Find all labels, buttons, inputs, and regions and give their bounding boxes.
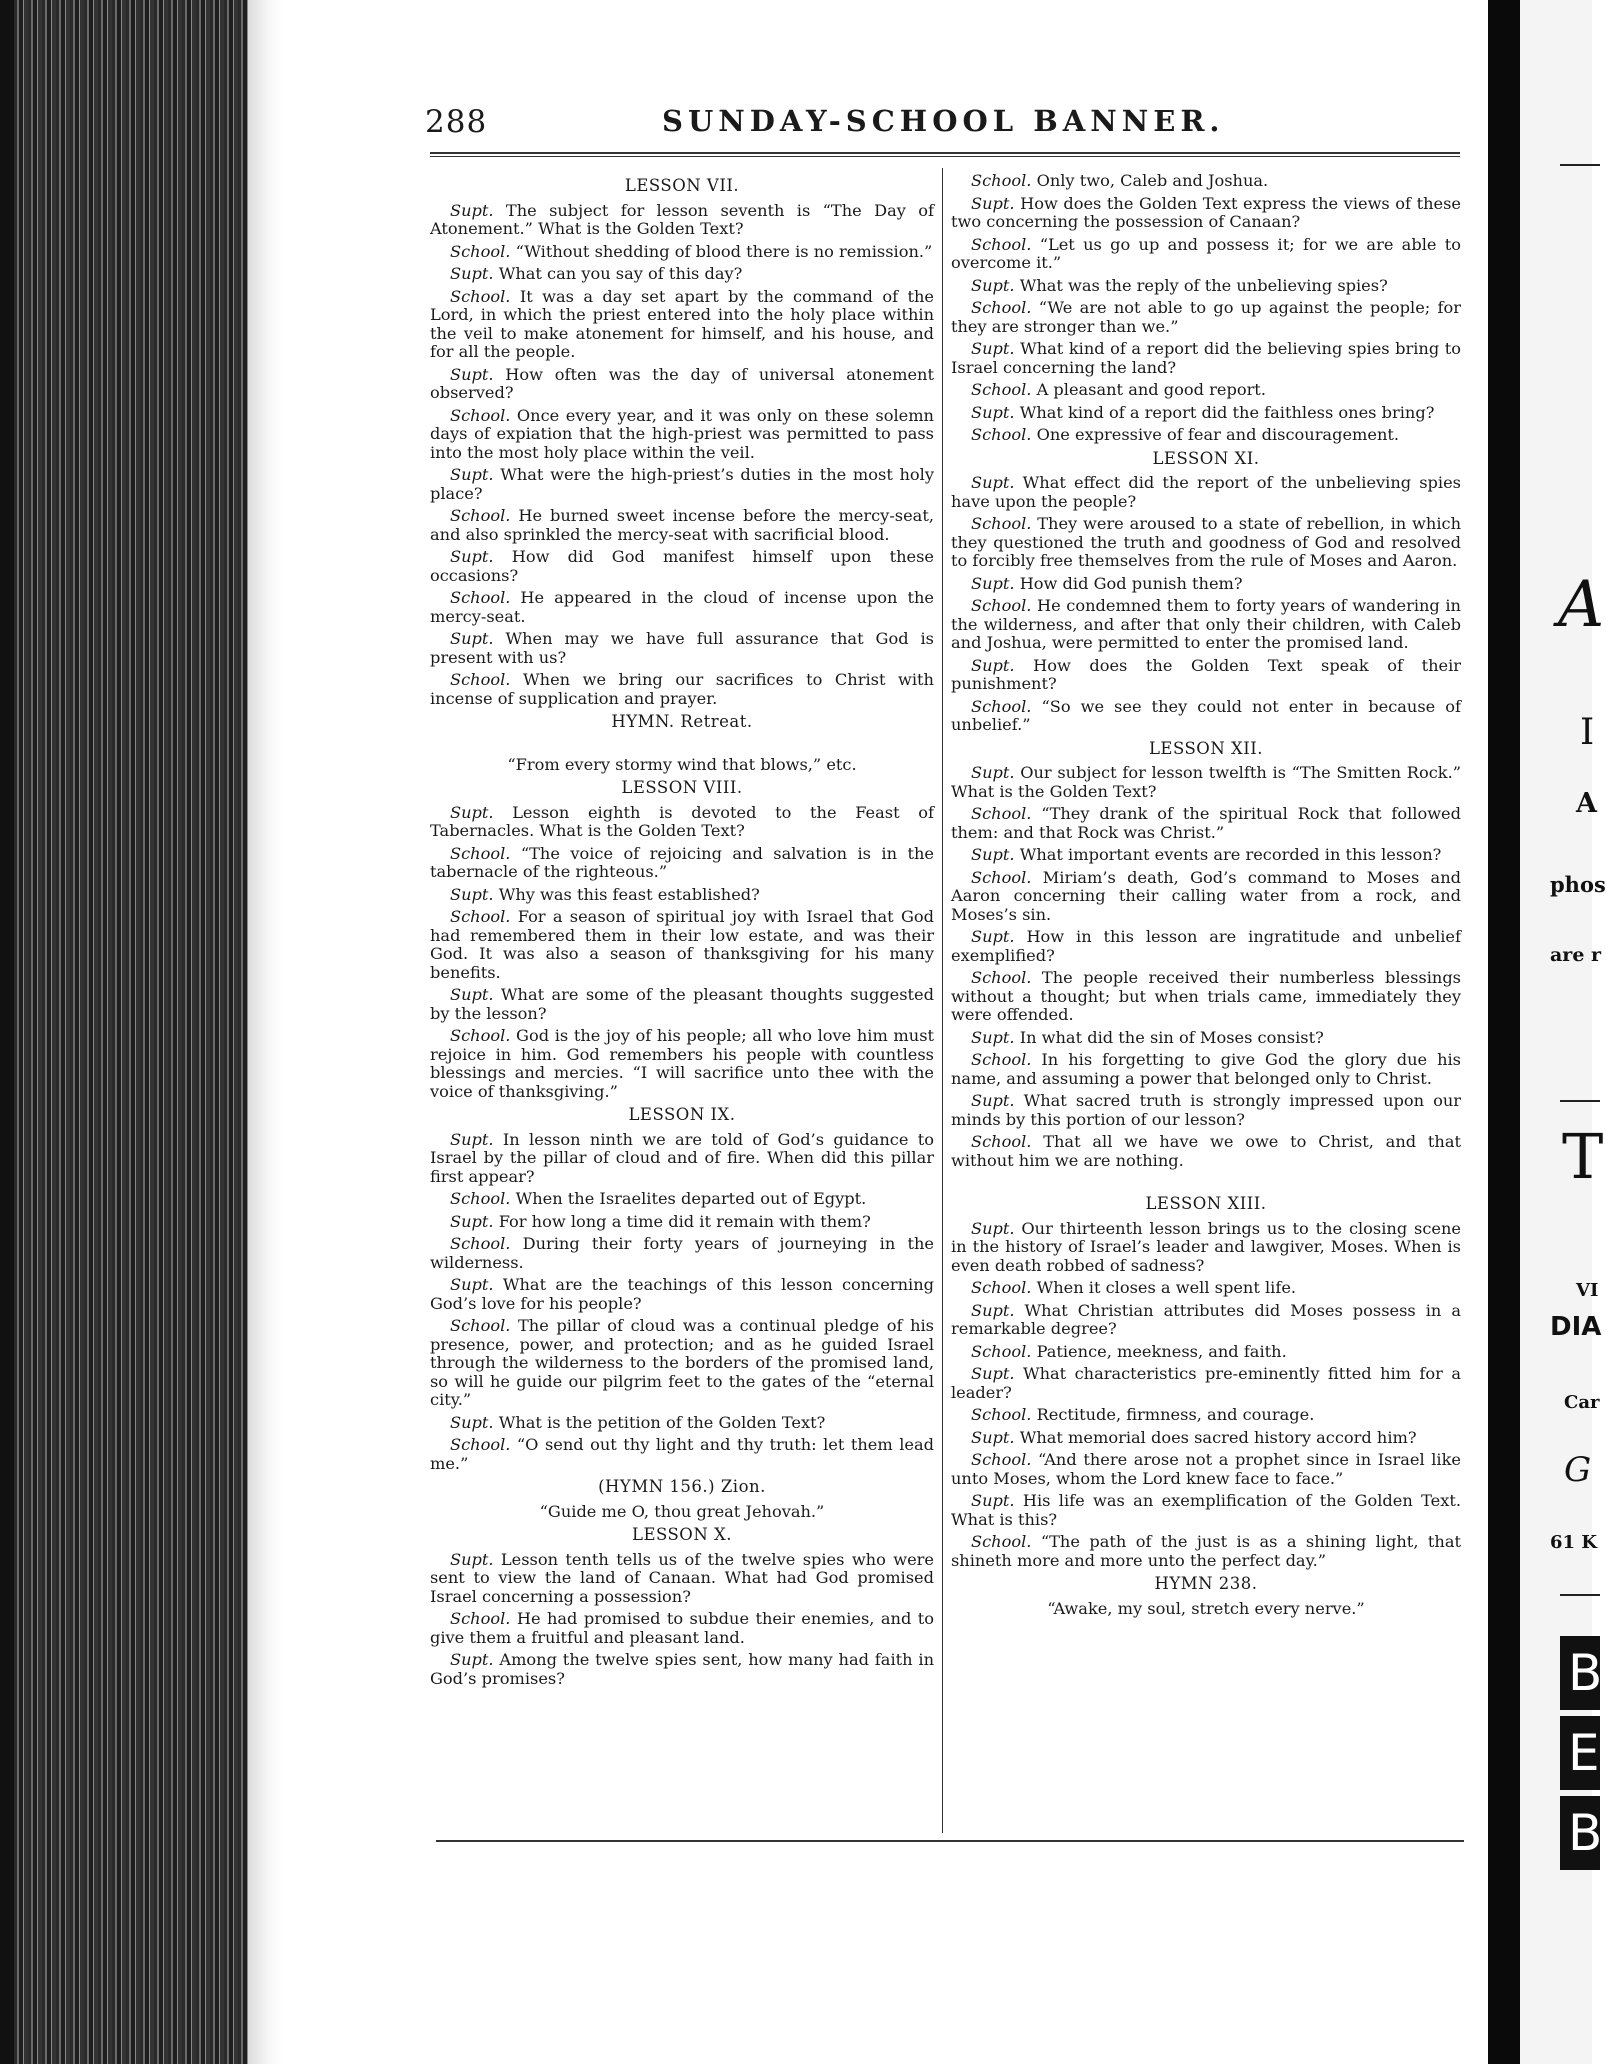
speaker-label: School. xyxy=(971,380,1032,399)
speaker-label: Supt. xyxy=(450,985,494,1004)
page-gutter-shadow xyxy=(248,0,282,2064)
speaker-label: Supt. xyxy=(450,1650,494,1669)
dialogue-text: Lesson tenth tells us of the twelve spies who were sent to view the land of Canaan. What had God promised Israel concerning a possession? xyxy=(430,1549,934,1606)
speaker-label: Supt. xyxy=(971,193,1015,213)
dialogue-paragraph xyxy=(951,1133,1461,1170)
dialogue-paragraph xyxy=(951,1220,1461,1276)
dialogue-paragraph xyxy=(951,1406,1461,1425)
speaker-label: School. xyxy=(450,1234,511,1253)
speaker-label: School. xyxy=(971,1450,1032,1469)
dialogue-text: Our subject for lesson twelfth is “The Smitten Rock.” What is the Golden Text? xyxy=(951,763,1461,801)
dialogue-paragraph xyxy=(951,805,1461,842)
speaker-label: Supt. xyxy=(971,763,1015,782)
dialogue-paragraph xyxy=(430,1131,934,1187)
adjacent-fragment: Car xyxy=(1564,1392,1600,1413)
dialogue-text: One expressive of fear and discouragement. xyxy=(1036,425,1400,444)
adjacent-fragment: A xyxy=(1576,788,1597,819)
speaker-label: School. xyxy=(971,1050,1032,1069)
dialogue-text: What can you say of this day? xyxy=(498,264,743,283)
adjacent-rule xyxy=(1560,1100,1600,1102)
dialogue-paragraph xyxy=(430,1027,934,1101)
dialogue-text: His life was an exemplification of the Golden Text. What is this? xyxy=(951,1491,1461,1529)
dialogue-paragraph xyxy=(430,671,934,708)
dialogue-paragraph xyxy=(430,986,934,1023)
dialogue-text: In his forgetting to give God the glory due his name, and assuming a power that belonged only to Christ. xyxy=(951,1050,1461,1088)
dialogue-paragraph xyxy=(951,1092,1461,1129)
adjacent-fragment: DIA xyxy=(1550,1312,1602,1342)
dialogue-paragraph xyxy=(430,1414,934,1433)
speaker-label: Supt. xyxy=(450,1412,494,1432)
dialogue-paragraph xyxy=(430,507,934,544)
dialogue-text: In what did the sin of Moses consist? xyxy=(1019,1027,1324,1047)
speaker-label: Supt. xyxy=(971,655,1015,675)
dialogue-text: What characteristics pre-eminently fitted him for a leader? xyxy=(951,1364,1461,1402)
dialogue-paragraph xyxy=(951,1051,1461,1088)
dialogue-paragraph xyxy=(430,589,934,626)
speaker-label: Supt. xyxy=(971,573,1015,593)
speaker-label: School. xyxy=(971,968,1032,987)
dialogue-text: It was a day set apart by the command of the Lord, in which the priest entered into the holy place within the veil to make atonement for himself, and his house, and for all the people. xyxy=(430,286,934,361)
dialogue-paragraph xyxy=(951,299,1461,336)
dialogue-paragraph xyxy=(951,404,1461,423)
dialogue-text: How did God punish them? xyxy=(1019,573,1243,593)
section-heading: LESSON VIII. xyxy=(621,778,743,797)
dialogue-text: What memorial does sacred history accord him? xyxy=(1019,1427,1417,1447)
section-heading: LESSON X. xyxy=(631,1525,733,1544)
speaker-label: School. xyxy=(450,588,511,607)
speaker-label: Supt. xyxy=(450,1275,494,1294)
dialogue-paragraph xyxy=(430,548,934,585)
dialogue-text: When may we have full assurance that God is present with us? xyxy=(430,629,934,667)
speaker-label: School. xyxy=(450,286,511,306)
dialogue-text: What important events are recorded in this lesson? xyxy=(1019,845,1442,864)
dialogue-paragraph xyxy=(951,381,1461,400)
adjacent-page xyxy=(1520,0,1606,2064)
dialogue-paragraph xyxy=(951,969,1461,1025)
speaker-label: Supt. xyxy=(971,473,1015,492)
dialogue-text: What is the petition of the Golden Text? xyxy=(498,1412,826,1432)
adjacent-fragment: are r xyxy=(1550,944,1602,966)
spacer xyxy=(951,1174,1461,1190)
dialogue-paragraph xyxy=(951,340,1461,377)
dialogue-text: What effect did the report of the unbelieving spies have upon the people? xyxy=(951,473,1461,511)
speaker-label: School. xyxy=(450,1316,511,1335)
speaker-label: School. xyxy=(450,843,511,863)
dialogue-paragraph xyxy=(951,657,1461,694)
dialogue-text: That all we have we owe to Christ, and that without him we are nothing. xyxy=(951,1132,1461,1170)
page-number: 288 xyxy=(425,104,488,140)
dialogue-paragraph xyxy=(430,202,934,239)
section-heading: (HYMN 156.) Zion. xyxy=(598,1477,766,1496)
speaker-label: School. xyxy=(971,804,1032,823)
dialogue-paragraph xyxy=(951,575,1461,594)
dialogue-paragraph xyxy=(951,1279,1461,1298)
right-column xyxy=(951,172,1461,1620)
speaker-label: School. xyxy=(450,241,511,261)
dialogue-paragraph xyxy=(951,869,1461,925)
speaker-label: Supt. xyxy=(971,402,1015,422)
dialogue-paragraph xyxy=(951,1302,1461,1339)
dialogue-paragraph xyxy=(430,630,934,667)
dialogue-text: When it closes a well spent life. xyxy=(1036,1278,1297,1297)
dialogue-paragraph xyxy=(430,243,934,262)
speaker-label: Supt. xyxy=(971,1027,1015,1047)
dialogue-text: The subject for lesson seventh is “The Day of Atonement.” What is the Golden Text? xyxy=(430,200,934,238)
adjacent-fragment: B xyxy=(1560,1796,1600,1870)
dialogue-paragraph xyxy=(430,1276,934,1313)
dialogue-paragraph xyxy=(430,845,934,882)
dialogue-paragraph xyxy=(430,466,934,503)
adjacent-fragment: VI xyxy=(1576,1280,1599,1301)
dialogue-paragraph xyxy=(951,1029,1461,1048)
dialogue-paragraph xyxy=(430,265,934,284)
speaker-label: Supt. xyxy=(450,364,494,384)
running-title: SUNDAY-SCHOOL BANNER. xyxy=(662,104,1225,138)
adjacent-fragment: T xyxy=(1562,1120,1604,1193)
adjacent-fragment: G xyxy=(1564,1450,1592,1490)
speaker-label: School. xyxy=(450,405,511,425)
speaker-label: School. xyxy=(450,670,511,689)
dialogue-paragraph xyxy=(430,1651,934,1688)
dialogue-paragraph xyxy=(951,1492,1461,1529)
speaker-label: Supt. xyxy=(450,884,494,904)
dialogue-text: How in this lesson are ingratitude and unbelief exemplified? xyxy=(951,927,1461,965)
dialogue-paragraph xyxy=(951,597,1461,653)
dialogue-text: “The voice of rejoicing and salvation is in the tabernacle of the righteous.” xyxy=(430,843,934,881)
column-divider xyxy=(942,168,943,1833)
dialogue-text: “The path of the just is as a shining light, that shineth more and more unto the perfect day.” xyxy=(951,1532,1461,1570)
speaker-label: Supt. xyxy=(971,1218,1015,1238)
dialogue-text: He condemned them to forty years of wandering in the wilderness, and after that only their children, with Caleb and Joshua, were permitted to enter the promised land. xyxy=(951,596,1461,652)
dialogue-paragraph xyxy=(951,846,1461,865)
dialogue-text: When we bring our sacrifices to Christ with incense of supplication and prayer. xyxy=(430,670,934,708)
dialogue-paragraph xyxy=(951,474,1461,511)
dialogue-text: “Let us go up and possess it; for we are able to overcome it.” xyxy=(951,234,1461,272)
dialogue-paragraph xyxy=(430,1551,934,1607)
section-heading: LESSON XIII. xyxy=(1145,1194,1267,1213)
dialogue-paragraph xyxy=(430,1436,934,1473)
dialogue-text: What kind of a report did the believing spies bring to Israel concerning the land? xyxy=(951,339,1461,377)
dialogue-paragraph xyxy=(951,764,1461,801)
dialogue-paragraph xyxy=(951,1533,1461,1570)
speaker-label: School. xyxy=(971,514,1032,533)
adjacent-fragment: 61 K xyxy=(1550,1532,1597,1553)
speaker-label: Supt. xyxy=(450,200,494,220)
dialogue-text: God is the joy of his people; all who love him must rejoice in him. God remembers his people with countless blessings and mercies. “I will sacrifice unto thee with the voice of thanksgiving.” xyxy=(430,1026,935,1101)
footer-rule xyxy=(436,1840,1464,1842)
speaker-label: School. xyxy=(971,1278,1032,1297)
section-heading: LESSON IX. xyxy=(628,1105,736,1124)
header-rule xyxy=(430,152,1460,154)
speaker-label: School. xyxy=(450,1189,511,1208)
dialogue-text: Our thirteenth lesson brings us to the closing scene in the history of Israel’s leader and lawgiver, Moses. When is even death robbed of sadness? xyxy=(951,1218,1461,1275)
dialogue-text: What sacred truth is strongly impressed upon our minds by this portion of our lesson? xyxy=(951,1091,1461,1129)
dialogue-text: They were aroused to a state of rebellion, in which they questioned the truth and goodness of God and resolved to forcibly free themselves from the rule of Moses and Aaron. xyxy=(951,514,1461,570)
dialogue-text: What was the reply of the unbelieving spies? xyxy=(1019,275,1388,295)
dialogue-paragraph xyxy=(951,1451,1461,1488)
page-gutter-dark xyxy=(1488,0,1520,2064)
adjacent-fragment: phos xyxy=(1550,872,1606,897)
dialogue-text: What are some of the pleasant thoughts suggested by the lesson? xyxy=(430,985,934,1023)
dialogue-text: What were the high-priest’s duties in the most holy place? xyxy=(430,465,934,503)
section-heading: HYMN 238. xyxy=(1154,1574,1258,1593)
section-heading: HYMN. Retreat. xyxy=(611,712,753,731)
dialogue-paragraph xyxy=(430,1610,934,1647)
dialogue-text: Rectitude, firmness, and courage. xyxy=(1036,1405,1315,1424)
dialogue-text: Patience, meekness, and faith. xyxy=(1036,1341,1287,1361)
dialogue-text: How does the Golden Text speak of their punishment? xyxy=(951,655,1461,693)
dialogue-text: How does the Golden Text express the views of these two concerning the possession of Canaan? xyxy=(951,193,1461,231)
speaker-label: Supt. xyxy=(450,264,494,283)
dialogue-paragraph xyxy=(951,195,1461,232)
speaker-label: School. xyxy=(971,298,1032,317)
dialogue-paragraph xyxy=(951,515,1461,571)
spacer xyxy=(430,738,934,754)
dialogue-text: For how long a time did it remain with them? xyxy=(498,1211,871,1231)
section-heading: LESSON VII. xyxy=(624,176,740,195)
dialogue-text: What kind of a report did the faithless ones bring? xyxy=(1019,402,1435,422)
speaker-label: Supt. xyxy=(450,1549,494,1569)
dialogue-text: The pillar of cloud was a continual pledge of his presence, power, and protection; and as he guided Israel through the wilderness to the borders of the promised land, so will he guide our pilgrim feet to the gates of the “eternal city.” xyxy=(430,1316,934,1409)
speaker-label: Supt. xyxy=(450,1129,494,1149)
speaker-label: School. xyxy=(971,425,1032,444)
dialogue-paragraph xyxy=(430,1317,934,1410)
speaker-label: Supt. xyxy=(971,339,1015,358)
book-binding xyxy=(0,0,248,2064)
dialogue-paragraph xyxy=(430,1213,934,1232)
dialogue-paragraph xyxy=(951,928,1461,965)
speaker-label: Supt. xyxy=(450,629,494,648)
dialogue-paragraph xyxy=(951,1343,1461,1362)
speaker-label: School. xyxy=(971,1405,1032,1424)
speaker-label: Supt. xyxy=(971,275,1015,295)
speaker-label: School. xyxy=(450,1026,511,1045)
dialogue-paragraph xyxy=(430,804,934,841)
dialogue-paragraph xyxy=(430,908,934,982)
dialogue-paragraph xyxy=(951,277,1461,296)
speaker-label: School. xyxy=(971,1132,1032,1151)
dialogue-text: He had promised to subdue their enemies, and to give them a fruitful and pleasant land. xyxy=(430,1609,934,1647)
dialogue-text: When the Israelites departed out of Egypt. xyxy=(515,1189,867,1208)
speaker-label: Supt. xyxy=(971,927,1015,946)
dialogue-text: Among the twelve spies sent, how many had faith in God’s promises? xyxy=(430,1650,934,1688)
speaker-label: School. xyxy=(971,867,1032,887)
dialogue-text: The people received their numberless blessings without a thought; but when trials came, immediately they were offended. xyxy=(951,968,1461,1024)
dialogue-text: “We are not able to go up against the people; for they are stronger than we.” xyxy=(951,298,1461,336)
dialogue-text: He appeared in the cloud of incense upon the mercy-seat. xyxy=(430,588,934,626)
speaker-label: Supt. xyxy=(450,1211,494,1231)
hymn-line: “From every stormy wind that blows,” etc. xyxy=(507,754,857,774)
speaker-label: Supt. xyxy=(971,1300,1015,1320)
speaker-label: Supt. xyxy=(971,1091,1015,1110)
dialogue-text: Miriam’s death, God’s command to Moses and Aaron concerning their calling water from a rock, and Moses’s sin. xyxy=(951,867,1461,924)
dialogue-text: What Christian attributes did Moses possess in a remarkable degree? xyxy=(951,1300,1461,1338)
speaker-label: School. xyxy=(450,907,511,926)
speaker-label: School. xyxy=(971,696,1032,716)
binding-edge xyxy=(0,0,14,2064)
dialogue-paragraph xyxy=(430,366,934,403)
hymn-line: “Guide me O, thou great Jehovah.” xyxy=(539,1501,825,1521)
dialogue-paragraph xyxy=(951,236,1461,273)
speaker-label: School. xyxy=(971,234,1032,254)
dialogue-text: For a season of spiritual joy with Israel that God had remembered them in their low estate, and was their God. It was also a season of thanksgiving for his many benefits. xyxy=(430,907,934,982)
dialogue-text: During their forty years of journeying in the wilderness. xyxy=(430,1234,934,1272)
speaker-label: Supt. xyxy=(971,845,1015,864)
dialogue-text: A pleasant and good report. xyxy=(1036,380,1266,399)
dialogue-text: What are the teachings of this lesson concerning God’s love for his people? xyxy=(430,1275,934,1313)
dialogue-paragraph xyxy=(951,1365,1461,1402)
speaker-label: School. xyxy=(971,1341,1032,1361)
adjacent-fragment: I xyxy=(1580,712,1595,753)
dialogue-text: “So we see they could not enter in because of unbelief.” xyxy=(951,696,1461,734)
dialogue-paragraph xyxy=(951,172,1461,191)
dialogue-paragraph xyxy=(951,426,1461,445)
dialogue-text: “And there arose not a prophet since in Israel like unto Moses, whom the Lord knew face to face.” xyxy=(951,1450,1461,1488)
dialogue-paragraph xyxy=(430,407,934,463)
dialogue-paragraph xyxy=(430,1235,934,1272)
adjacent-fragment: B xyxy=(1560,1636,1600,1710)
dialogue-text: Lesson eighth is devoted to the Feast of Tabernacles. What is the Golden Text? xyxy=(430,802,934,840)
header-rule-thin xyxy=(430,156,1460,157)
dialogue-text: In lesson ninth we are told of God’s guidance to Israel by the pillar of cloud and of fire. When did this pillar first appear? xyxy=(430,1129,934,1186)
hymn-line: “Awake, my soul, stretch every nerve.” xyxy=(1047,1598,1365,1618)
dialogue-text: He burned sweet incense before the mercy-seat, and also sprinkled the mercy-seat with sacrificial blood. xyxy=(430,506,934,544)
speaker-label: School. xyxy=(971,171,1032,190)
speaker-label: Supt. xyxy=(450,465,494,484)
adjacent-fragment: E xyxy=(1560,1716,1600,1790)
dialogue-text: How did God manifest himself upon these occasions? xyxy=(430,547,934,585)
dialogue-paragraph xyxy=(951,698,1461,735)
dialogue-paragraph xyxy=(430,886,934,905)
section-heading: LESSON XII. xyxy=(1148,738,1264,758)
speaker-label: Supt. xyxy=(450,547,494,566)
speaker-label: School. xyxy=(450,1609,511,1628)
dialogue-text: Once every year, and it was only on these solemn days of expiation that the high-priest was permitted to pass into the most holy place within the veil. xyxy=(430,405,934,462)
dialogue-text: “They drank of the spiritual Rock that followed them: and that Rock was Christ.” xyxy=(951,804,1461,842)
adjacent-fragment: A xyxy=(1558,568,1605,642)
left-column xyxy=(430,172,934,1692)
speaker-label: Supt. xyxy=(971,1364,1015,1383)
speaker-label: School. xyxy=(450,506,511,525)
dialogue-text: How often was the day of universal atonement observed? xyxy=(430,364,934,402)
dialogue-paragraph xyxy=(430,1190,934,1209)
section-heading: LESSON XI. xyxy=(1152,448,1260,468)
speaker-label: Supt. xyxy=(971,1427,1015,1447)
adjacent-rule xyxy=(1560,164,1600,166)
speaker-label: School. xyxy=(971,1532,1032,1551)
dialogue-text: Only two, Caleb and Joshua. xyxy=(1036,171,1269,190)
dialogue-paragraph xyxy=(430,288,934,362)
dialogue-text: “O send out thy light and thy truth: let them lead me.” xyxy=(430,1435,934,1473)
dialogue-text: Why was this feast established? xyxy=(498,884,760,904)
speaker-label: School. xyxy=(450,1435,511,1454)
speaker-label: Supt. xyxy=(450,802,494,822)
speaker-label: School. xyxy=(971,596,1032,615)
speaker-label: Supt. xyxy=(971,1491,1015,1510)
dialogue-text: “Without shedding of blood there is no remission.” xyxy=(515,241,933,261)
adjacent-rule xyxy=(1560,1594,1600,1596)
dialogue-paragraph xyxy=(951,1429,1461,1448)
